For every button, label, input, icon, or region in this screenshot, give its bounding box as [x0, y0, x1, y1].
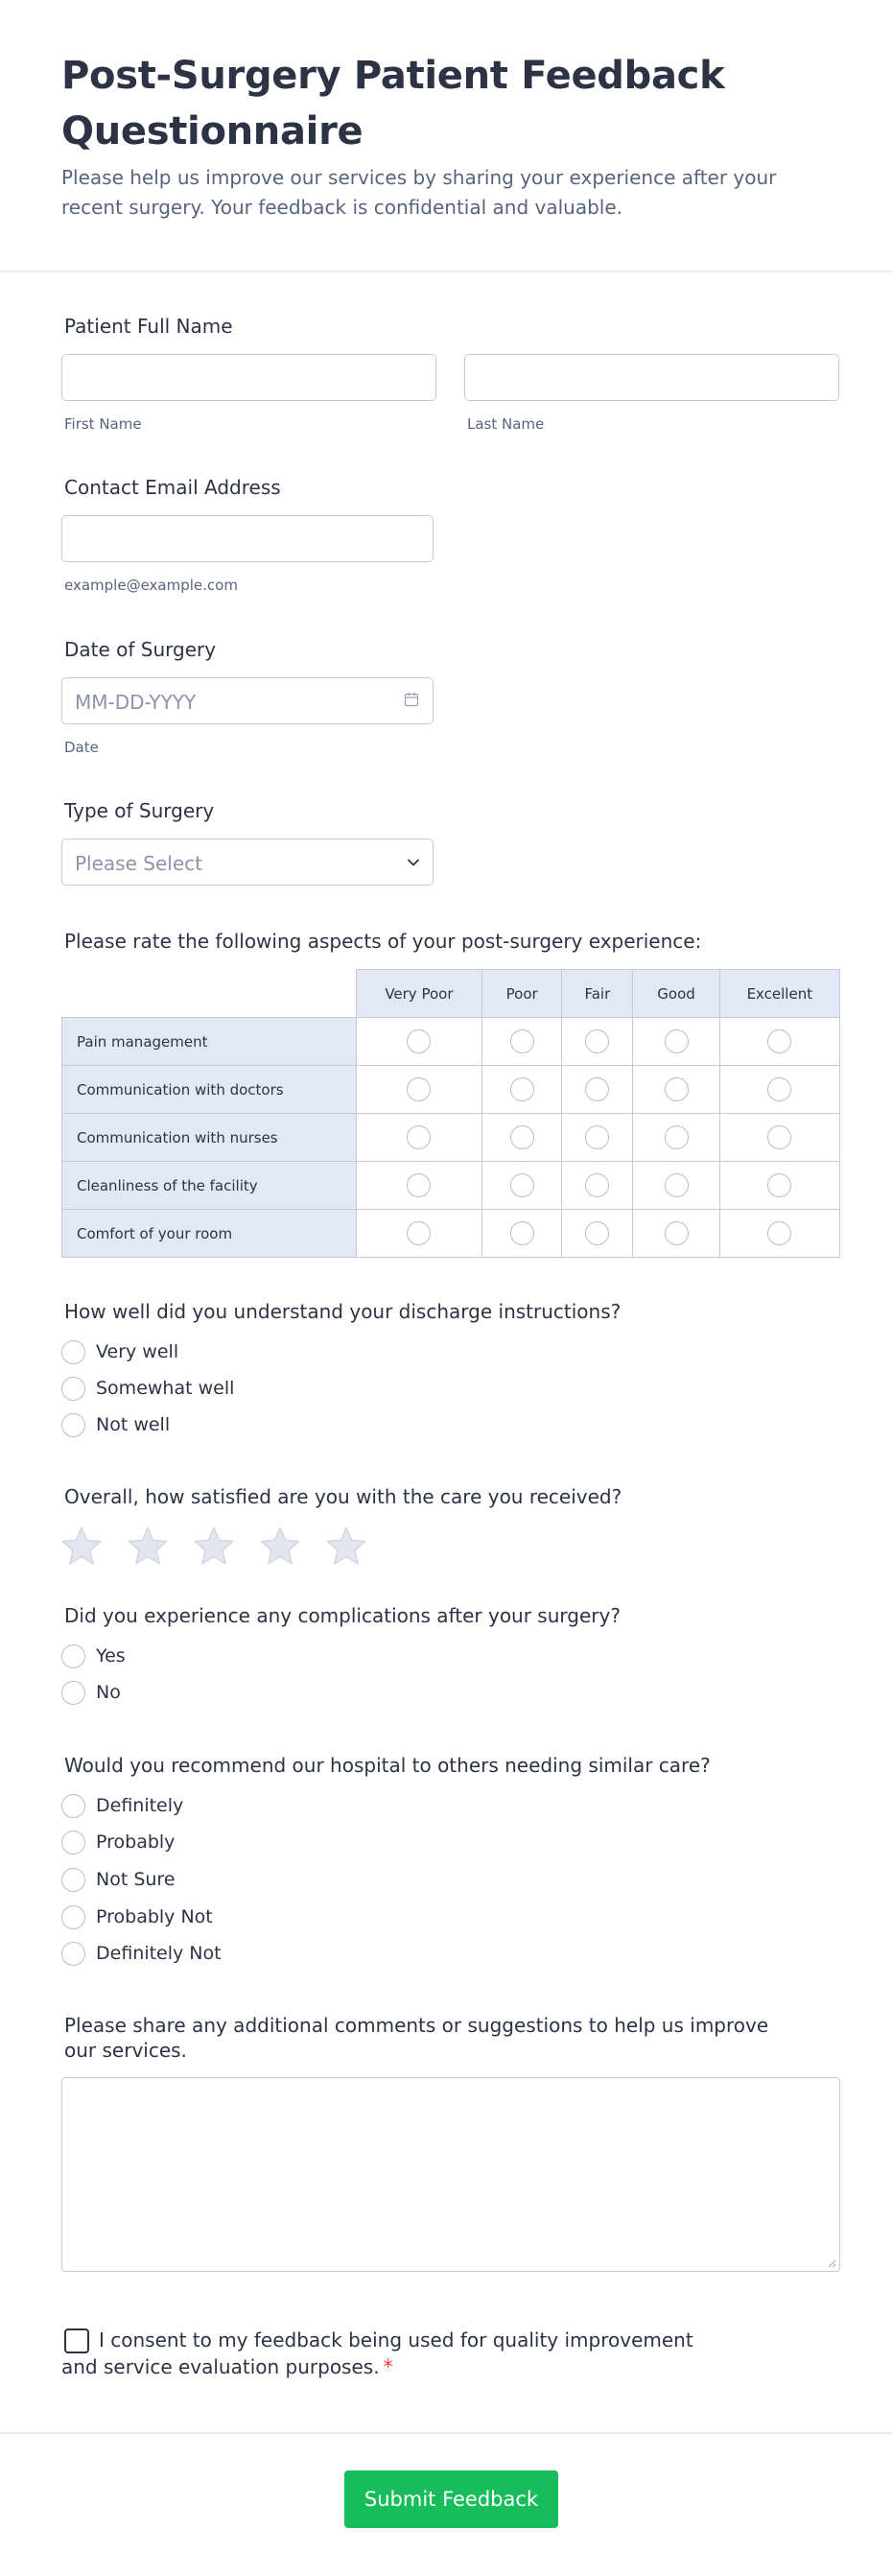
matrix-row-label: Communication with doctors — [62, 1066, 357, 1114]
complications-question — [61, 1603, 840, 1628]
matrix-radio[interactable] — [665, 1221, 689, 1245]
recommend-label: Would you recommend our hospital to others needing similar care? — [64, 1754, 711, 1777]
complications-label: Did you experience any complications after your surgery? — [64, 1604, 621, 1627]
radio-button[interactable] — [61, 1794, 85, 1818]
recommend-option[interactable] — [61, 1830, 175, 1855]
option-label: Not Sure — [96, 1869, 176, 1890]
matrix-radio[interactable] — [510, 1221, 534, 1245]
footer-divider — [0, 2432, 892, 2434]
option-label: Somewhat well — [96, 1378, 235, 1399]
satisfaction-label: Overall, how satisfied are you with the care you received? — [64, 1485, 622, 1508]
matrix-radio[interactable] — [585, 1173, 609, 1197]
matrix-col-very-poor: Very Poor — [356, 970, 481, 1018]
radio-button[interactable] — [61, 1340, 85, 1364]
radio-button[interactable] — [61, 1681, 85, 1705]
matrix-row-label: Comfort of your room — [62, 1210, 357, 1258]
matrix-radio[interactable] — [665, 1077, 689, 1101]
matrix-radio[interactable] — [767, 1125, 791, 1149]
last-name-input[interactable] — [464, 354, 839, 401]
complications-option[interactable] — [61, 1680, 121, 1705]
resize-handle-icon[interactable] — [827, 2258, 836, 2268]
email-question — [61, 475, 840, 500]
radio-button[interactable] — [61, 1831, 85, 1855]
matrix-radio[interactable] — [407, 1077, 431, 1101]
name-question — [61, 314, 840, 339]
surgery-type-selected: Please Select — [75, 852, 202, 875]
surgery-type-select[interactable] — [61, 839, 434, 886]
first-name-input[interactable] — [61, 354, 436, 401]
recommend-option[interactable] — [61, 1941, 222, 1966]
email-label: Contact Email Address — [64, 476, 281, 499]
matrix-radio[interactable] — [767, 1173, 791, 1197]
page-subtitle: Please help us improve our services by sharing your experience after your recent surgery. Your feedback is confidential and valuable. — [61, 166, 777, 219]
option-label: Definitely Not — [96, 1943, 222, 1964]
matrix-radio[interactable] — [585, 1221, 609, 1245]
first-name-sublabel: First Name — [64, 415, 142, 433]
matrix-question — [61, 929, 840, 954]
page-title: Post-Surgery Patient Feedback Questionnaire — [61, 54, 725, 154]
star-icon[interactable] — [194, 1525, 234, 1566]
matrix-row-label: Communication with nurses — [62, 1114, 357, 1162]
consent-label: I consent to my feedback being used for quality improvement and service evaluation purposes. — [61, 2328, 693, 2378]
discharge-option[interactable] — [61, 1339, 178, 1364]
recommend-question — [61, 1753, 840, 1778]
star-icon[interactable] — [260, 1525, 300, 1566]
matrix-radio[interactable] — [585, 1077, 609, 1101]
matrix-col-excellent: Excellent — [719, 970, 839, 1018]
matrix-radio[interactable] — [407, 1173, 431, 1197]
matrix-row-label: Pain management — [62, 1018, 357, 1066]
matrix-radio[interactable] — [767, 1221, 791, 1245]
star-icon[interactable] — [61, 1525, 102, 1566]
star-icon[interactable] — [326, 1525, 366, 1566]
discharge-label: How well did you understand your discharge instructions? — [64, 1300, 622, 1323]
matrix-radio[interactable] — [665, 1125, 689, 1149]
radio-button[interactable] — [61, 1942, 85, 1966]
radio-button[interactable] — [61, 1413, 85, 1437]
matrix-radio[interactable] — [407, 1125, 431, 1149]
discharge-option[interactable] — [61, 1376, 234, 1401]
radio-button[interactable] — [61, 1644, 85, 1668]
date-sublabel: Date — [64, 739, 99, 756]
last-name-sublabel: Last Name — [467, 415, 545, 433]
radio-button[interactable] — [61, 1868, 85, 1892]
form-header — [0, 0, 892, 272]
email-sublabel: example@example.com — [64, 577, 238, 594]
discharge-option[interactable] — [61, 1412, 170, 1437]
email-input[interactable] — [61, 515, 434, 562]
satisfaction-question — [61, 1484, 840, 1509]
matrix-radio[interactable] — [510, 1125, 534, 1149]
consent-text — [61, 2327, 733, 2380]
matrix-radio[interactable] — [585, 1125, 609, 1149]
matrix-radio[interactable] — [510, 1077, 534, 1101]
rating-matrix — [61, 969, 840, 1258]
matrix-radio[interactable] — [510, 1029, 534, 1053]
option-label: Definitely — [96, 1795, 184, 1816]
option-label: Probably — [96, 1832, 176, 1853]
name-label: Patient Full Name — [64, 315, 233, 338]
matrix-col-poor: Poor — [482, 970, 562, 1018]
surgery-type-question — [61, 798, 840, 823]
matrix-radio[interactable] — [407, 1029, 431, 1053]
date-input[interactable] — [61, 677, 434, 724]
calendar-icon[interactable] — [404, 692, 419, 707]
radio-button[interactable] — [61, 1905, 85, 1929]
required-asterisk: * — [383, 2355, 393, 2378]
matrix-col-fair: Fair — [562, 970, 633, 1018]
chevron-down-icon — [406, 855, 421, 870]
option-label: Not well — [96, 1414, 171, 1435]
matrix-row — [62, 1018, 840, 1066]
star-icon[interactable] — [128, 1525, 168, 1566]
matrix-row — [62, 1066, 840, 1114]
option-label: Probably Not — [96, 1906, 213, 1927]
option-label: No — [96, 1682, 121, 1703]
matrix-row — [62, 1162, 840, 1210]
recommend-option[interactable] — [61, 1793, 183, 1818]
comments-question — [61, 2013, 796, 2063]
recommend-option[interactable] — [61, 1867, 176, 1892]
option-label: Yes — [96, 1645, 126, 1666]
matrix-row — [62, 1114, 840, 1162]
radio-button[interactable] — [61, 1377, 85, 1401]
matrix-col-good: Good — [633, 970, 719, 1018]
matrix-radio[interactable] — [665, 1173, 689, 1197]
matrix-radio[interactable] — [767, 1029, 791, 1053]
date-question — [61, 637, 840, 662]
discharge-question — [61, 1299, 840, 1324]
matrix-radio[interactable] — [767, 1077, 791, 1101]
matrix-row — [62, 1210, 840, 1258]
recommend-option[interactable] — [61, 1904, 213, 1929]
matrix-radio[interactable] — [510, 1173, 534, 1197]
submit-button[interactable]: Submit Feedback — [344, 2470, 558, 2528]
option-label: Very well — [96, 1341, 179, 1362]
date-label: Date of Surgery — [64, 638, 217, 661]
surgery-type-label: Type of Surgery — [64, 799, 215, 822]
matrix-radio[interactable] — [407, 1221, 431, 1245]
matrix-row-label: Cleanliness of the facility — [62, 1162, 357, 1210]
matrix-radio[interactable] — [585, 1029, 609, 1053]
matrix-radio[interactable] — [665, 1029, 689, 1053]
comments-label: Please share any additional comments or suggestions to help us improve our services. — [64, 2014, 769, 2062]
matrix-label: Please rate the following aspects of your post-surgery experience: — [64, 930, 702, 953]
date-placeholder: MM-DD-YYYY — [75, 691, 197, 714]
complications-option[interactable] — [61, 1643, 126, 1668]
matrix-corner — [62, 970, 357, 1018]
star-rating — [61, 1525, 392, 1566]
comments-textarea[interactable] — [61, 2077, 840, 2272]
